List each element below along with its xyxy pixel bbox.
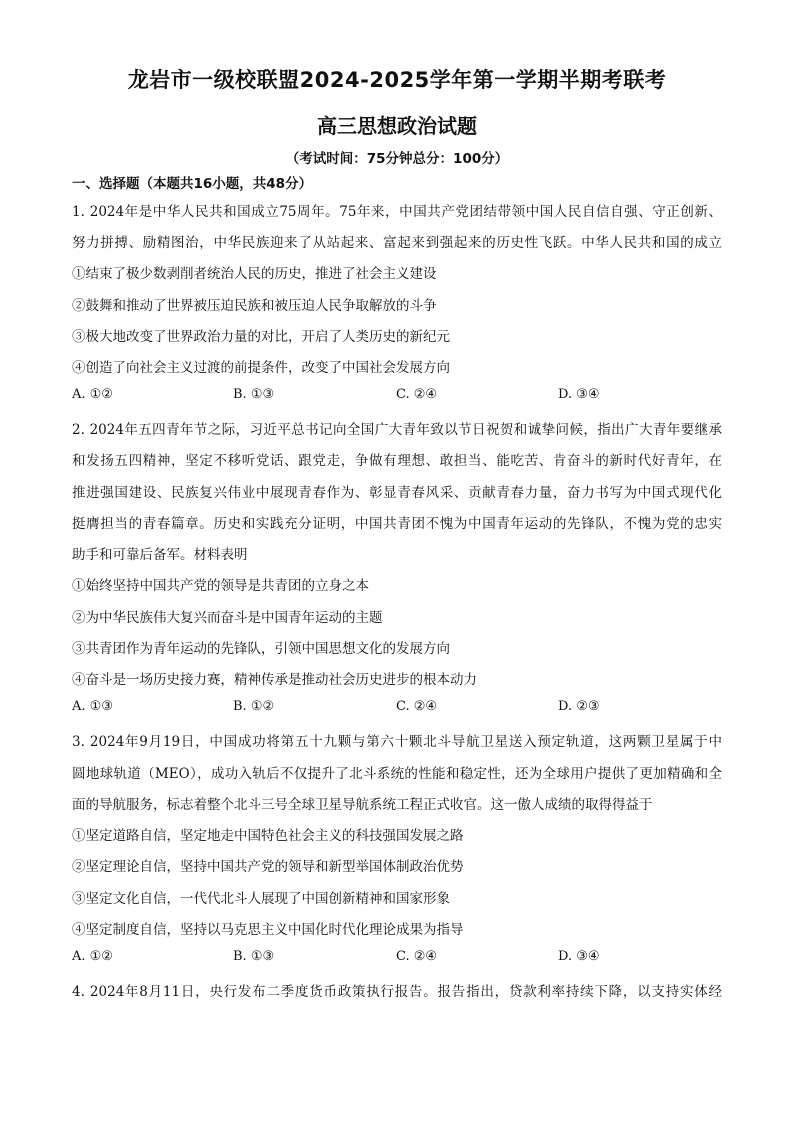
q4-stem-line-1: 4. 2024年8月11日，央行发布二季度货币政策执行报告。报告指出，贷款利率持续下降，以支持实体经	[72, 984, 722, 1000]
q2-stem-line-2: 和发扬五四精神，坚定不移听党话、跟党走，争做有理想、敢担当、能吃苦、肯奋斗的新时代好青年，在	[72, 453, 722, 469]
q2-option-a: A. ①③	[72, 699, 113, 714]
q1-statement-3: ③极大地改变了世界政治力量的对比，开启了人类历史的新纪元	[72, 329, 450, 345]
q2-stem-line-1: 2. 2024年五四青年节之际，习近平总书记向全国广大青年致以节日祝贺和诚挚问候，指出广大青年要继承	[72, 422, 722, 438]
q3-option-a: A. ①②	[72, 949, 113, 964]
q3-stem-line-3: 面的导航服务，标志着整个北斗三号全球卫星导航系统工程正式收官。这一傲人成绩的取得得益于	[72, 797, 653, 813]
q1-stem-line-2: 努力拼搏、励精图治，中华民族迎来了从站起来、富起来到强起来的历史性飞跃。中华人民共和国的成立	[72, 235, 722, 251]
q3-statement-4: ④坚定制度自信，坚持以马克思主义中国化时代化理论成果为指导	[72, 922, 464, 938]
q3-statement-2: ②坚定理论自信，坚持中国共产党的领导和新型举国体制政治优势	[72, 859, 464, 875]
q2-statement-4: ④奋斗是一场历史接力赛，精神传承是推动社会历史进步的根本动力	[72, 672, 477, 688]
q3-option-c: C. ②④	[396, 949, 438, 964]
q2-statement-3: ③共青团作为青年运动的先锋队，引领中国思想文化的发展方向	[72, 641, 450, 657]
q2-stem-line-3: 推进强国建设、民族复兴伟业中展现青春作为、彰显青春风采、贡献青春力量，奋力书写为中国式现代化	[72, 485, 722, 501]
q1-option-b: B. ①③	[233, 387, 275, 402]
section-heading: 一、选择题（本题共16小题，共48分）	[72, 176, 313, 192]
q3-option-d: D. ③④	[558, 949, 600, 964]
q1-statement-2: ②鼓舞和推动了世界被压迫民族和被压迫人民争取解放的斗争	[72, 298, 437, 314]
q3-statement-1: ①坚定道路自信，坚定地走中国特色社会主义的科技强国发展之路	[72, 828, 464, 844]
q2-option-d: D. ②③	[558, 699, 600, 714]
q1-option-d: D. ③④	[558, 387, 600, 402]
q2-stem-line-4: 挺膺担当的青春篇章。历史和实践充分证明，中国共青团不愧为中国青年运动的先锋队，不愧为党的忠实	[72, 516, 722, 532]
q1-stem-line-1: 1. 2024年是中华人民共和国成立75周年。75年来，中国共产党团结带领中国人民自信自强、守正创新、	[72, 204, 722, 220]
q1-option-c: C. ②④	[396, 387, 438, 402]
q1-statement-4: ④创造了向社会主义过渡的前提条件，改变了中国社会发展方向	[72, 360, 450, 376]
q3-statement-3: ③坚定文化自信，一代代北斗人展现了中国创新精神和国家形象	[72, 891, 450, 907]
q2-statement-2: ②为中华民族伟大复兴而奋斗是中国青年运动的主题	[72, 610, 383, 626]
q3-stem-line-2: 圆地球轨道（MEO），成功入轨后不仅提升了北斗系统的性能和稳定性，还为全球用户提供了更加精确和全	[72, 766, 722, 782]
q2-option-c: C. ②④	[396, 699, 438, 714]
q1-statement-1: ①结束了极少数剥削者统治人民的历史，推进了社会主义建设	[72, 266, 437, 282]
exam-info: （考试时间：75分钟总分：100分）	[285, 151, 509, 167]
q2-option-b: B. ①②	[233, 699, 275, 714]
q2-stem-line-5: 助手和可靠后备军。材料表明	[72, 547, 248, 563]
exam-title: 龙岩市一级校联盟2024-2025学年第一学期半期考联考	[127, 68, 667, 92]
q1-option-a: A. ①②	[72, 387, 113, 402]
q2-statement-1: ①始终坚持中国共产党的领导是共青团的立身之本	[72, 578, 369, 594]
q3-stem-line-1: 3. 2024年9月19日，中国成功将第五十九颗与第六十颗北斗导航卫星送入预定轨道，这两颗卫星属于中	[72, 734, 722, 750]
exam-subject: 高三思想政治试题	[317, 114, 477, 138]
q3-option-b: B. ①③	[233, 949, 275, 964]
